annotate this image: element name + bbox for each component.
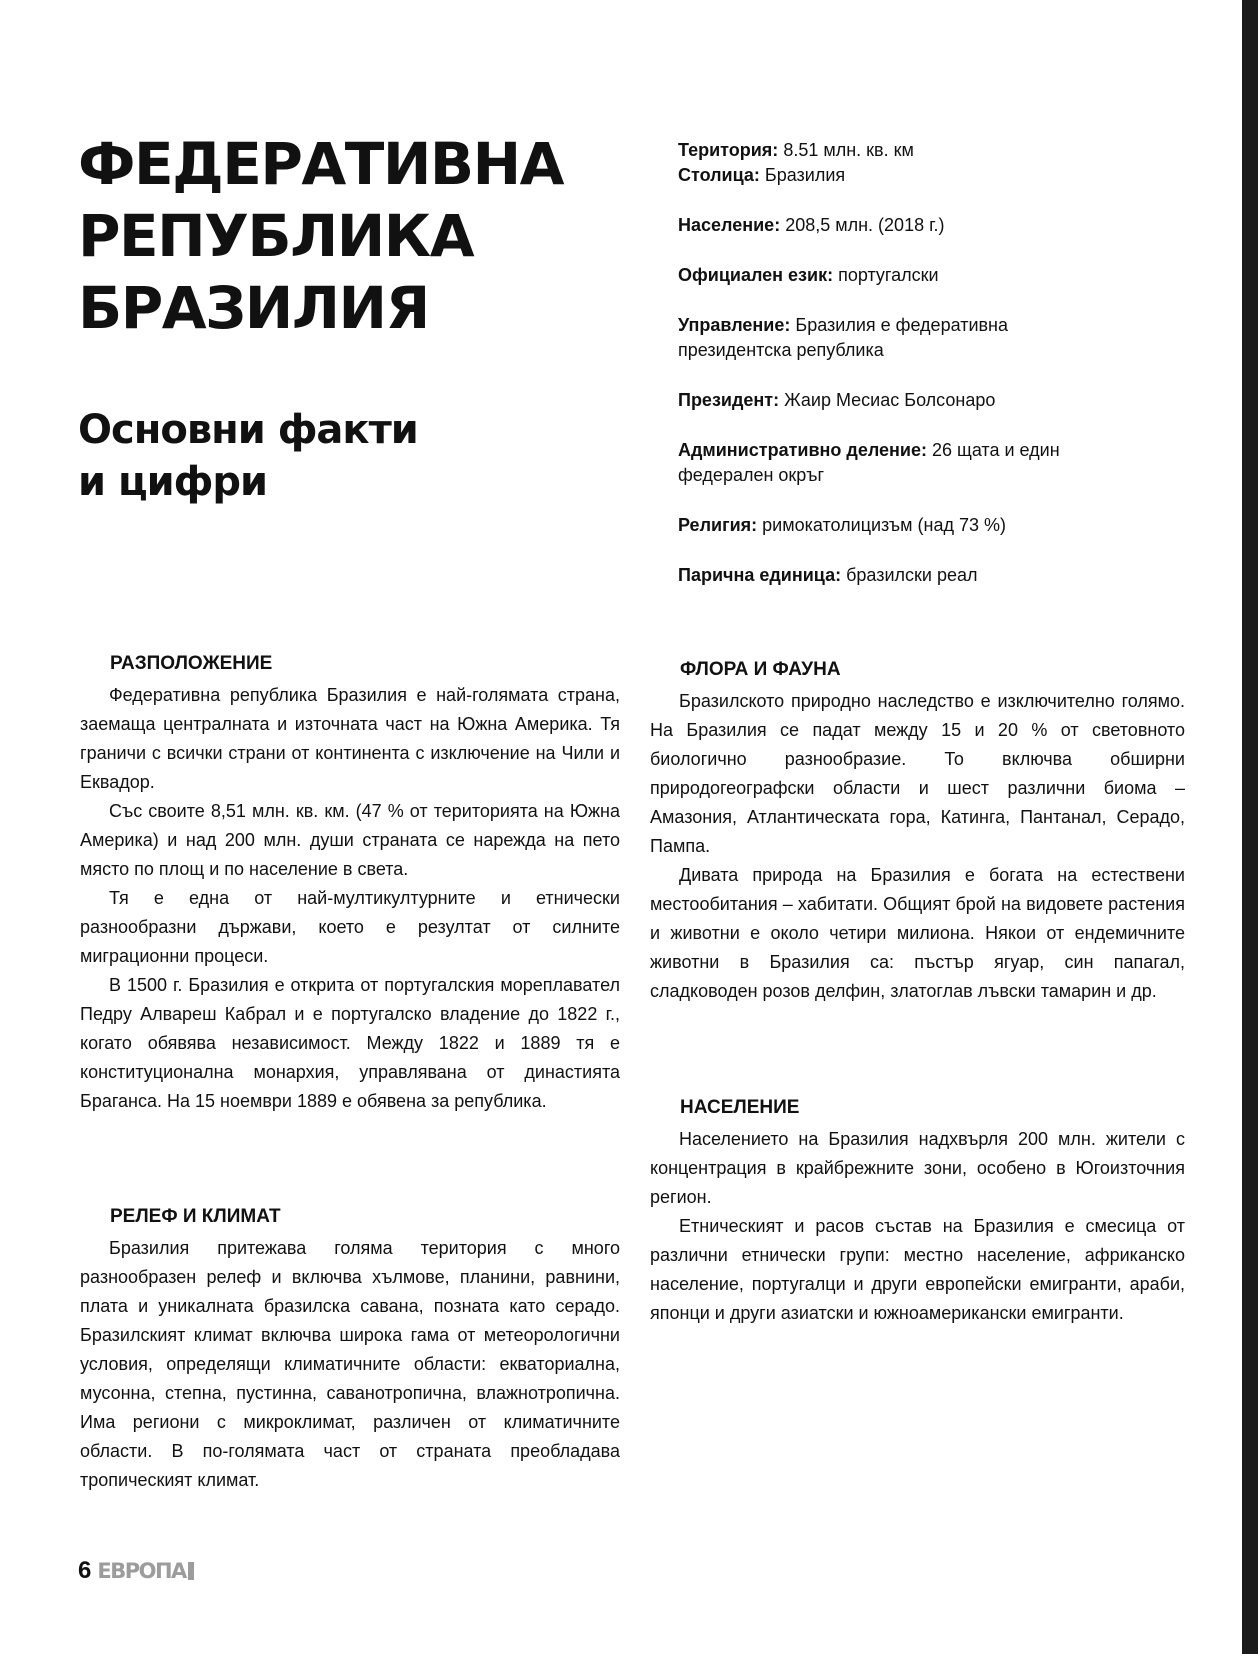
- section-paragraph: Етническият и расов състав на Бразилия е смесица от различни етнически групи: местно население, африканско население, португалци и други европейски емигранти, араби, японци и други азиатски и южноамерикански емигранти.: [650, 1216, 1185, 1323]
- section-heading: НАСЕЛЕНИЕ: [680, 1097, 800, 1118]
- section-paragraph: Със своите 8,51 млн. кв. км. (47 % от територията на Южна Америка) и над 200 млн. души страната се нарежда на пето място по площ и по население в света.: [80, 801, 620, 879]
- page-edge-bar: [1242, 0, 1258, 1654]
- page-footer: [78, 1556, 194, 1586]
- page-number: 6: [78, 1557, 92, 1584]
- title-line: ФЕДЕРАТИВНА: [78, 130, 564, 198]
- fact-division: Административно деление: 26 щата и един федерален окръг: [678, 440, 1060, 485]
- fact-population: Население: 208,5 млн. (2018 г.): [678, 215, 945, 235]
- fact-government: Управление: Бразилия е федеративна президентска република: [678, 315, 1009, 360]
- section-heading: РАЗПОЛОЖЕНИЕ: [110, 653, 273, 674]
- section-heading: РЕЛЕФ И КЛИМАТ: [110, 1206, 281, 1227]
- fact-capital: Столица: Бразилия: [678, 165, 846, 185]
- section-paragraph: Бразилското природно наследство е изключително голямо. На Бразилия се падат между 15 и 20 % от световното биологично разнообразие. То включва обширни природогеографски области и шест различни биома – Амазония, Атлантическата гора, Катинга, Пантанал, Серадо, Пампа.: [650, 691, 1185, 856]
- section-paragraph: Федеративна република Бразилия е най-голямата страна, заемаща централната и източната част на Южна Америка. Тя граничи с всички страни от континента с изключение на Чили и Еквадор.: [80, 685, 620, 792]
- section-location: [80, 651, 620, 1116]
- section-paragraph: В 1500 г. Бразилия е открита от португалския мореплавател Педру Алвареш Кабрал и е португалско владение до 1822 г., когато обявява независимост. Между 1822 и 1889 тя е конституционална монархия, управлявана от династията Браганса. На 15 ноември 1889 е обявена за република.: [80, 975, 620, 1111]
- page-title: [78, 128, 638, 344]
- section-heading: ФЛОРА И ФАУНА: [680, 659, 841, 680]
- magazine-logo-tag: [188, 1562, 194, 1580]
- fact-language: Официален език: португалски: [678, 265, 939, 285]
- section-population: [650, 1095, 1185, 1328]
- fact-religion: Религия: римокатолицизъм (над 73 %): [678, 515, 1007, 535]
- title-line: РЕПУБЛИКА: [78, 202, 474, 270]
- facts-box: [678, 138, 1098, 588]
- section-paragraph: Населението на Бразилия надхвърля 200 млн. жители с концентрация в крайбрежните зони, особено в Югоизточния регион.: [650, 1129, 1185, 1207]
- section-paragraph: Дивата природа на Бразилия е богата на естествени местообитания – хабитати. Общият брой на видовете растения и животни е около четири милиона. Някои от ендемичните животни в Бразилия са: пъстър ягуар, син папагал, сладководен розов делфин, златоглав лъвски тамарин и др.: [650, 865, 1185, 1001]
- subtitle-line: и цифри: [78, 459, 267, 505]
- section-paragraph: Тя е една от най-мултикултурните и етнически разнообразни държави, което е резултат от силните миграционни процеси.: [80, 888, 620, 966]
- fact-currency: Парична единица: бразилски реал: [678, 565, 978, 585]
- section-paragraph: Бразилия притежава голяма територия с много разнообразен релеф и включва хълмове, планини, равнини, плата и уникалната бразилска савана, позната като серадо. Бразилският климат включва широка гама от метеорологични условия, определящи климатичните области: екваториална, мусонна, степна, пустинна, саванотропична, влажнотропична. Има региони с микроклимат, различен от климатичните области. В по-голямата част от страната преобладава тропическият климат.: [80, 1238, 620, 1490]
- section-relief-climate: [80, 1204, 620, 1495]
- subtitle-line: Основни факти: [78, 407, 418, 453]
- fact-president: Президент: Жаир Месиас Болсонаро: [678, 390, 996, 410]
- fact-territory: Територия: 8.51 млн. кв. км: [678, 140, 914, 160]
- magazine-logo: ЕВРОПА: [97, 1559, 186, 1583]
- section-flora-fauna: [650, 657, 1185, 1006]
- page-subtitle: [78, 404, 598, 508]
- title-line: БРАЗИЛИЯ: [78, 274, 429, 342]
